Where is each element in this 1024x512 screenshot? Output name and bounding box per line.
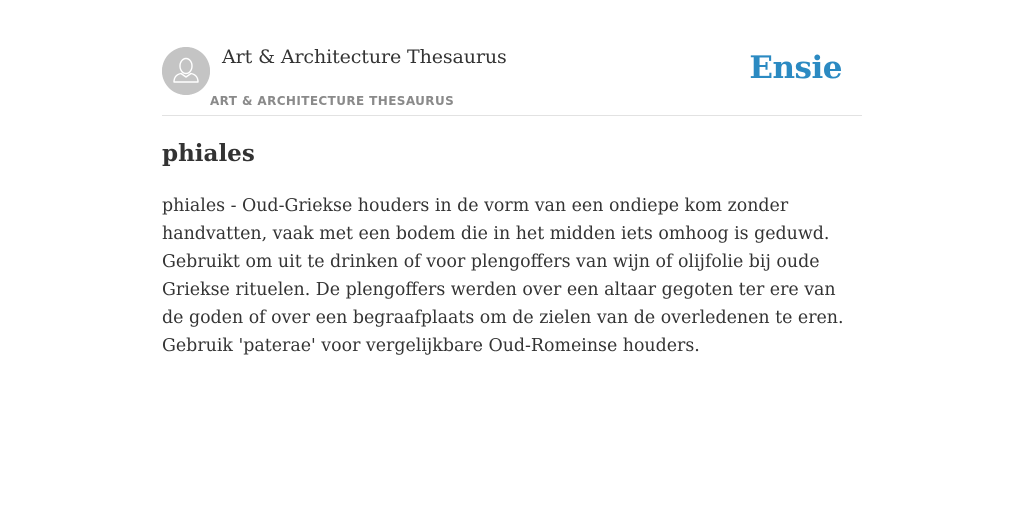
author-source[interactable]: ART & ARCHITECTURE THESAURUS: [210, 94, 455, 108]
ensie-logo[interactable]: Ensie: [749, 50, 842, 86]
term-definition: phiales - Oud-Griekse houders in de vorm van een ondiepe kom zonder handvatten, vaak met een bodem die in het midden iets omhoog is geduwd. Gebruikt om uit te drinken of voor plengoffers van wijn of olijfolie bij oude Griekse rituelen. De plengoffers werden over een altaar gegoten ter ere van de goden of over een begraafplaats om de zielen van de overledenen te eren. Gebruik 'paterae' voor vergelijkbare Oud-Romeinse houders.: [162, 196, 844, 356]
term-title: phiales: [162, 140, 255, 167]
user-icon: [162, 47, 210, 95]
author-avatar[interactable]: [162, 47, 210, 95]
page-container: [162, 0, 862, 356]
author-name[interactable]: Art & Architecture Thesaurus: [222, 46, 507, 68]
entry-header: [162, 0, 862, 116]
